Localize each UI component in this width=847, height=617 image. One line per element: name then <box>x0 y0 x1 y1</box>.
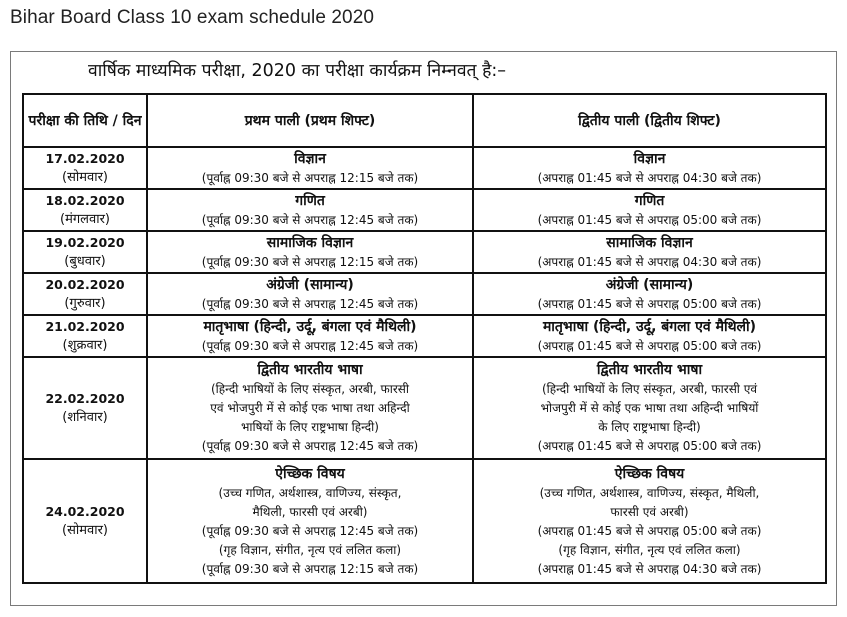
second-shift-cell <box>473 357 826 459</box>
exam-schedule-table <box>22 93 827 584</box>
first-shift-cell <box>147 231 473 273</box>
date-cell <box>23 273 147 315</box>
subject-note: (उच्च गणित, अर्थशास्त्र, वाणिज्य, संस्कृत, मैथिली, <box>539 485 760 500</box>
first-shift-cell <box>147 357 473 459</box>
first-shift-cell <box>147 273 473 315</box>
exam-time: (अपराह्न 01:45 बजे से अपराह्न 04:30 बजे तक) <box>537 170 762 185</box>
subject-name: ऐच्छिक विषय <box>614 465 685 482</box>
subject-name: द्वितीय भारतीय भाषा <box>596 362 703 378</box>
page-heading: Bihar Board Class 10 exam schedule 2020 <box>10 7 375 28</box>
exam-time: (अपराह्न 01:45 बजे से अपराह्न 05:00 बजे तक) <box>537 523 762 538</box>
subject-name: ऐच्छिक विषय <box>275 465 345 482</box>
second-shift-cell <box>473 459 826 583</box>
exam-time: (पूर्वाह्न 09:30 बजे से अपराह्न 12:15 बजे तक) <box>201 254 419 269</box>
table-row <box>23 273 826 315</box>
exam-day: (मंगलवार) <box>60 211 110 227</box>
exam-date: 17.02.2020 <box>45 150 125 166</box>
exam-day: (शनिवार) <box>62 409 108 425</box>
exam-time: (अपराह्न 01:45 बजे से अपराह्न 05:00 बजे तक) <box>537 296 762 311</box>
first-shift-cell <box>147 315 473 357</box>
exam-date: 21.02.2020 <box>45 318 125 334</box>
exam-time: (पूर्वाह्न 09:30 बजे से अपराह्न 12:45 बजे तक) <box>201 439 419 453</box>
exam-day: (शुक्रवार) <box>62 337 108 353</box>
second-shift-cell <box>473 315 826 357</box>
date-cell <box>23 459 147 583</box>
subject-name: गणित <box>634 192 665 209</box>
exam-day: (बुधवार) <box>64 253 106 269</box>
table-row <box>23 459 826 583</box>
subject-note: भोजपुरी में से कोई एक भाषा तथा अहिन्दी भाषियों <box>540 401 759 415</box>
exam-time: (अपराह्न 01:45 बजे से अपराह्न 05:00 बजे तक) <box>537 439 762 453</box>
exam-time: (पूर्वाह्न 09:30 बजे से अपराह्न 12:15 बजे तक) <box>201 170 419 185</box>
subject-note: के लिए राष्ट्रभाषा हिन्दी) <box>598 420 701 434</box>
exam-time: (पूर्वाह्न 09:30 बजे से अपराह्न 12:45 बजे तक) <box>201 338 419 353</box>
second-shift-cell <box>473 147 826 189</box>
first-shift-cell <box>147 147 473 189</box>
first-shift-cell <box>147 189 473 231</box>
header-second-shift: द्वितीय पाली (द्वितीय शिफ्ट) <box>473 94 826 147</box>
subject-note: (हिन्दी भाषियों के लिए संस्कृत, अरबी, फारसी एवं <box>541 382 758 396</box>
date-cell <box>23 315 147 357</box>
table-row <box>23 315 826 357</box>
second-shift-cell <box>473 273 826 315</box>
date-cell <box>23 357 147 459</box>
subject-name: मातृभाषा (हिन्दी, उर्दू, बंगला एवं मैथिली) <box>542 318 757 335</box>
exam-day: (गुरुवार) <box>64 295 106 311</box>
exam-time: (पूर्वाह्न 09:30 बजे से अपराह्न 12:45 बजे तक) <box>201 523 419 538</box>
exam-time: (पूर्वाह्न 09:30 बजे से अपराह्न 12:15 बजे तक) <box>201 561 419 576</box>
date-cell <box>23 189 147 231</box>
notice-subtitle: वार्षिक माध्यमिक परीक्षा, 2020 का परीक्षा कार्यक्रम निम्नवत् है:– <box>88 61 507 81</box>
second-shift-cell <box>473 189 826 231</box>
exam-date: 19.02.2020 <box>45 234 125 250</box>
subject-name: विज्ञान <box>294 150 326 167</box>
exam-date: 20.02.2020 <box>45 276 125 292</box>
exam-date: 24.02.2020 <box>45 503 125 519</box>
table-row <box>23 189 826 231</box>
table-row <box>23 147 826 189</box>
subject-name: सामाजिक विज्ञान <box>266 234 354 251</box>
subject-note: (हिन्दी भाषियों के लिए संस्कृत, अरबी, फारसी <box>211 382 409 396</box>
header-date-day: परीक्षा की तिथि / दिन <box>23 94 147 147</box>
subject-note: भाषियों के लिए राष्ट्रभाषा हिन्दी) <box>241 420 379 434</box>
subject-note: फारसी एवं अरबी) <box>610 504 689 519</box>
header-first-shift: प्रथम पाली (प्रथम शिफ्ट) <box>147 94 473 147</box>
subject-name: सामाजिक विज्ञान <box>606 234 693 251</box>
subject-name: अंग्रेजी (सामान्य) <box>266 276 354 293</box>
exam-time: (पूर्वाह्न 09:30 बजे से अपराह्न 12:45 बजे तक) <box>201 212 419 227</box>
subject-note: (गृह विज्ञान, संगीत, नृत्य एवं ललित कला) <box>558 542 741 557</box>
exam-day: (सोमवार) <box>62 169 108 185</box>
exam-time: (अपराह्न 01:45 बजे से अपराह्न 04:30 बजे तक) <box>537 254 762 269</box>
subject-note: (गृह विज्ञान, संगीत, नृत्य एवं ललित कला) <box>218 542 402 557</box>
exam-time: (पूर्वाह्न 09:30 बजे से अपराह्न 12:45 बजे तक) <box>201 296 419 311</box>
exam-date: 22.02.2020 <box>45 390 125 406</box>
exam-time: (अपराह्न 01:45 बजे से अपराह्न 04:30 बजे तक) <box>537 561 762 576</box>
subject-note: मैथिली, फारसी एवं अरबी) <box>252 504 368 519</box>
subject-name: मातृभाषा (हिन्दी, उर्दू, बंगला एवं मैथिली) <box>203 318 417 335</box>
subject-name: विज्ञान <box>633 150 666 167</box>
table-row <box>23 357 826 459</box>
first-shift-cell <box>147 459 473 583</box>
subject-name: गणित <box>295 192 325 209</box>
table-header-row <box>23 94 826 147</box>
exam-day: (सोमवार) <box>62 522 108 538</box>
second-shift-cell <box>473 231 826 273</box>
table-row <box>23 231 826 273</box>
date-cell <box>23 231 147 273</box>
exam-time: (अपराह्न 01:45 बजे से अपराह्न 05:00 बजे तक) <box>537 338 762 353</box>
subject-name: अंग्रेजी (सामान्य) <box>605 276 694 293</box>
subject-name: द्वितीय भारतीय भाषा <box>257 362 363 378</box>
exam-time: (अपराह्न 01:45 बजे से अपराह्न 05:00 बजे तक) <box>537 212 762 227</box>
exam-date: 18.02.2020 <box>45 192 125 208</box>
subject-note: (उच्च गणित, अर्थशास्त्र, वाणिज्य, संस्कृत, <box>218 485 402 500</box>
date-cell <box>23 147 147 189</box>
subject-note: एवं भोजपुरी में से कोई एक भाषा तथा अहिन्दी <box>210 401 410 415</box>
